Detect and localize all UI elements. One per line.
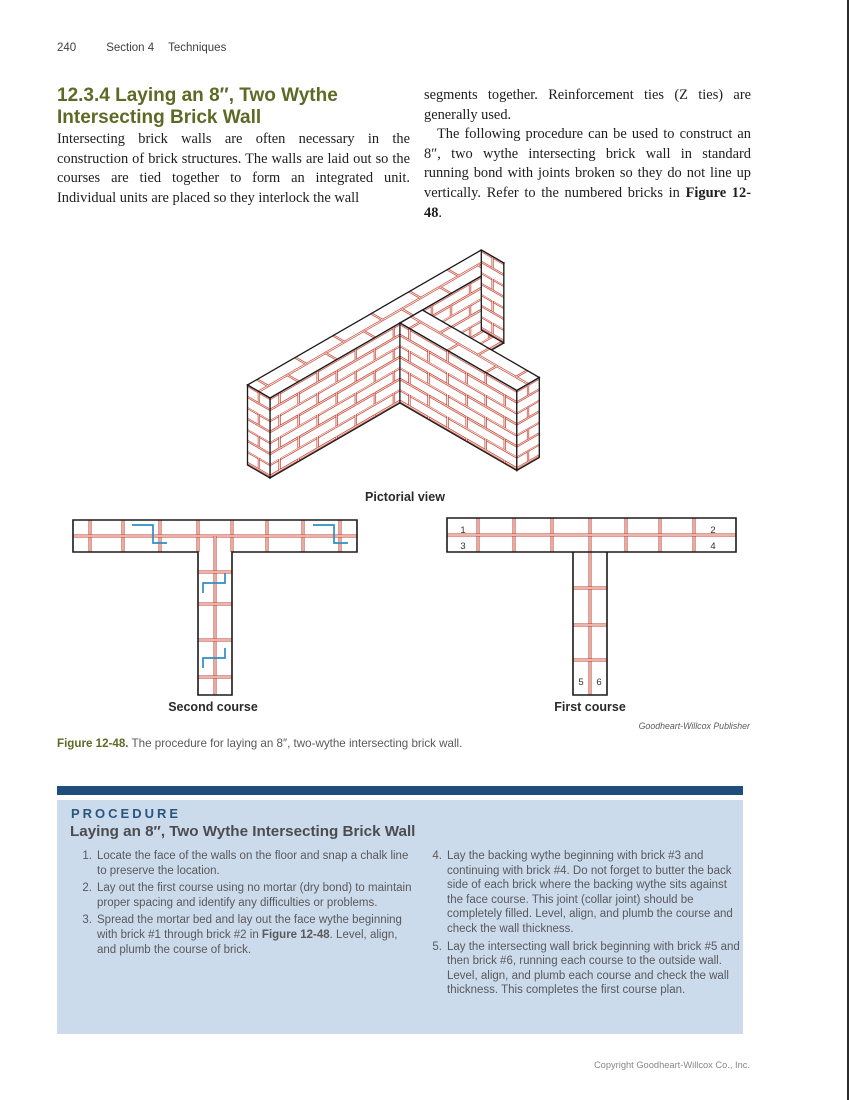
step-item-2 [74,881,418,910]
z-ties [132,525,348,668]
pictorial-view-label: Pictorial view [365,490,445,504]
first-course-label: First course [554,700,626,714]
step-text: Locate the face of the walls on the floor and snap a chalk line to preserve the location. [97,850,409,877]
pictorial-view-diagram [240,248,570,493]
second-course-mortar-joints [73,520,357,695]
caption-text: The procedure for laying an 8″, two-wythe intersecting brick wall. [128,737,463,750]
brick-number-1: 1 [460,525,466,536]
second-course-label: Second course [168,700,258,714]
z-tie-icon [313,525,348,543]
intro-column-right [424,86,751,223]
step-item-5 [424,940,744,998]
second-course-diagram [63,515,363,700]
step-text: Lay the intersecting wall brick beginning with brick #5 and then brick #6, running each course to the outside wall. Level, align, and plumb each course and check the wall thickness. This completes the first course plan. [447,940,740,997]
procedure-kicker: PROCEDURE [71,806,182,821]
section-label: Section 4 [106,42,155,54]
figure-reference: Figure 12-48 [424,184,751,221]
step-text: Lay out the first course using no mortar (dry bond) to maintain proper spacing and identify any difficulties or problems. [97,882,412,909]
first-course-diagram [440,515,740,700]
procedure-steps-right [424,849,744,1001]
brick-number-5: 5 [578,677,584,688]
step-item-1 [74,849,418,878]
step-item-4 [424,849,744,937]
figure-reference: Figure 12-48 [261,928,330,941]
procedure-top-bar [57,786,743,795]
main-wall-left-end [248,385,271,478]
chapter-label: Techniques [168,42,227,54]
brick-number-4: 4 [710,541,716,552]
step-text: Spread the mortar bed and lay out the face wythe beginning with brick #1 through brick #2 in Figure 12-48. Level, align, and plumb the course of brick. [97,914,402,956]
brick-numbers [460,525,715,688]
procedure-steps-left [74,849,418,960]
page-number: 240 [57,42,77,54]
step-number: 4. [432,850,442,862]
step-number: 2. [82,882,92,895]
step-text: Lay the backing wythe beginning with brick #3 and continuing with brick #4. Do not forget to butter the back side of each brick where the backing wythe sits against the face course. This joint (collar joint) should be completely filled. Level, align, and plumb the course and check the wall thickness. [447,850,733,935]
step-number: 3. [82,914,92,927]
intro-right-paragraph-1: segments together. Reinforcement ties (Z ties) are generally used. [424,87,751,123]
first-course-mortar-joints [447,518,736,695]
intro-column-left: Intersecting brick walls are often necessary in the construction of brick structures. The walls are laid out so the courses are tied together to form an integrated unit. Individual units are placed so they interlock the wall [57,131,410,206]
article-heading: 12.3.4 Laying an 8″, Two Wythe Intersecting Brick Wall [57,85,338,129]
leg-wall-end-cap [517,378,540,471]
figure-credit: Goodheart-Willcox Publisher [638,721,750,731]
step-number: 1. [82,850,92,862]
page-footer: Copyright Goodheart-Willcox Co., Inc. [593,1060,750,1070]
procedure-title: Laying an 8″, Two Wythe Intersecting Brick Wall [70,823,416,840]
step-number: 5. [432,940,442,953]
caption-figure-ref: Figure 12-48. [57,737,129,750]
figure-caption [57,737,751,750]
brick-number-3: 3 [460,541,466,552]
page-header [57,42,226,54]
intro-right-paragraph-2: The following procedure can be used to construct an 8″, two wythe intersecting brick wall in standard running bond with joints broken so they do not line up vertically. Refer to the numbered bricks in Figure 12-48. [424,126,751,221]
step-item-3 [74,913,418,957]
brick-number-6: 6 [596,677,602,688]
main-wall-right-end [481,250,504,343]
brick-number-2: 2 [710,525,716,536]
z-tie-icon [132,525,167,543]
